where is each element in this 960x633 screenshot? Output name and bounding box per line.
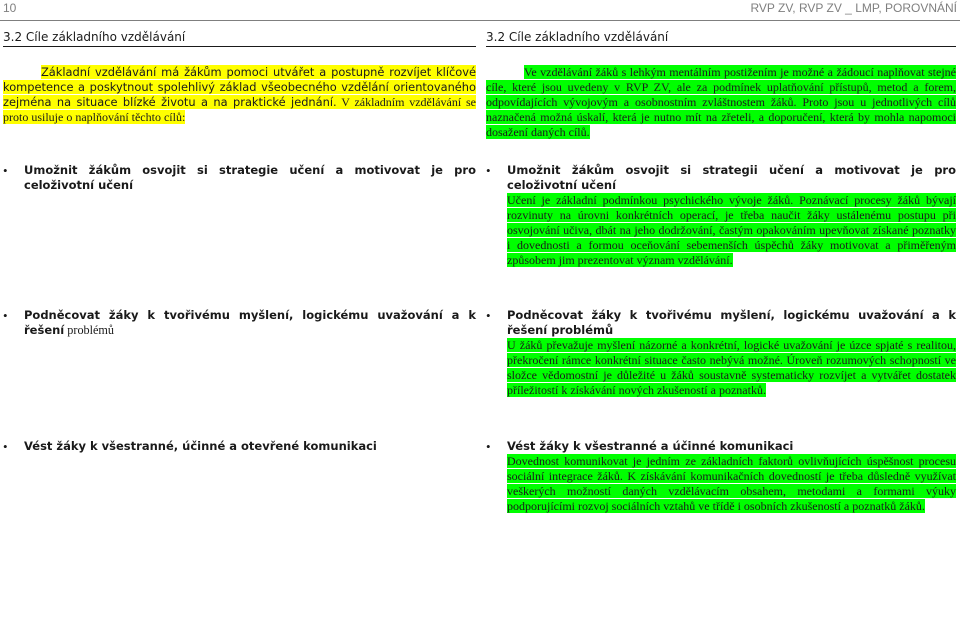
right-intro: [486, 65, 956, 140]
right-intro-text: Ve vzdělávání žáků s lehkým mentálním postižením je možné a žádoucí naplňovat stejné cíle, které jsou uvedeny v RVP ZV, ale za podmínek uplatňování přístupů, metod a forem, odpovídajících vývojovým a osobnostním zvláštnostem žáků. Proto jsou u jednotlivých cílů naznačená možná úskalí, která je nutno mít na zřeteli, a doporučení, která by mohla napomoci dosažení daných cílů.: [486, 65, 956, 139]
left-goal-1: [3, 163, 476, 193]
bullet-icon: •: [486, 308, 491, 323]
right-goal-3-detail: Dovednost komunikovat je jedním ze základních faktorů ovlivňujících úspěšnost procesu sociální integrace žáků. K získávání komunikačních dovedností je třeba důsledně využívat veškerých možností daných vzdělávacím obsahem, metodami a formami výuky podporujícími rozvoj sociálních vztahů ve třídě i osobních zkušeností a poznatků žáků.: [507, 454, 956, 513]
left-goal-2-plain: problémů: [64, 323, 115, 337]
right-goal-2: [486, 308, 956, 398]
left-column: [3, 30, 476, 630]
right-column: [486, 30, 956, 630]
document-title: RVP ZV, RVP ZV _ LMP, POROVNÁNÍ: [750, 1, 957, 15]
bullet-icon: •: [3, 439, 8, 454]
bullet-icon: •: [486, 439, 491, 454]
right-goal-1: [486, 163, 956, 268]
left-goal-2: [3, 308, 476, 338]
right-goal-1-detail: Učení je základní podmínkou psychického vývoje žáků. Poznávací procesy žáků bývají rozvinuty na úrovni konkrétních operací, je třeba naučit žáky ustálenému postupu při osvojování učiva, dbát na jeho dodržování, častým opakováním upevňovat získané poznatky i dovednosti a formou oceňování sebemenších úspěchů žáky motivovat a přiměřeným způsobem jim prezentovat význam vzdělávání.: [507, 193, 956, 267]
left-goal-3: [3, 439, 476, 454]
right-section-title: 3.2 Cíle základního vzdělávání: [486, 30, 956, 47]
bullet-icon: •: [3, 163, 8, 178]
right-goal-2-title: Podněcovat žáky k tvořivému myšlení, logickému uvažování a k řešení problémů: [507, 308, 956, 337]
left-goal-3-text: Vést žáky k všestranné, účinné a otevřené komunikaci: [24, 439, 377, 453]
bullet-icon: •: [3, 308, 8, 323]
right-goal-3-title: Vést žáky k všestranné a účinné komunikaci: [507, 439, 794, 453]
right-goal-1-title: Umožnit žákům osvojit si strategii učení a motivovat je pro celoživotní učení: [507, 163, 956, 192]
left-section-title: 3.2 Cíle základního vzdělávání: [3, 30, 476, 47]
left-intro-serif: V základním vzdělávání se proto usiluje o naplňování těchto cílů:: [3, 95, 476, 124]
page-number: 10: [3, 1, 17, 15]
left-intro: [3, 65, 476, 125]
right-goal-2-detail: U žáků převažuje myšlení názorné a konkrétní, logické uvažování je úzce spjaté s realitou, překročení rámce konkrétní situace často nebývá možné. Úroveň rozumových schopností ve složce vědomostní je důležité u žáků soustavně systematicky rozvíjet a vytvářet dostatek příležitostí k získávání nových zkušeností a poznatků.: [507, 338, 956, 397]
left-intro-sans: Základní vzdělávání má žákům pomoci utvářet a postupně rozvíjet klíčové kompetence a poskytnout spolehlivý základ všeobecného vzdělání orientovaného zejména na situace blízké životu a na praktické jednání.: [3, 65, 476, 109]
left-goal-1-text: Umožnit žákům osvojit si strategie učení a motivovat je pro celoživotní učení: [24, 163, 476, 192]
right-goal-3: [486, 439, 956, 514]
left-goal-2-text: Podněcovat žáky k tvořivému myšlení, logickému uvažování a k řešení: [24, 308, 476, 337]
page-header: [0, 0, 960, 21]
bullet-icon: •: [486, 163, 491, 178]
